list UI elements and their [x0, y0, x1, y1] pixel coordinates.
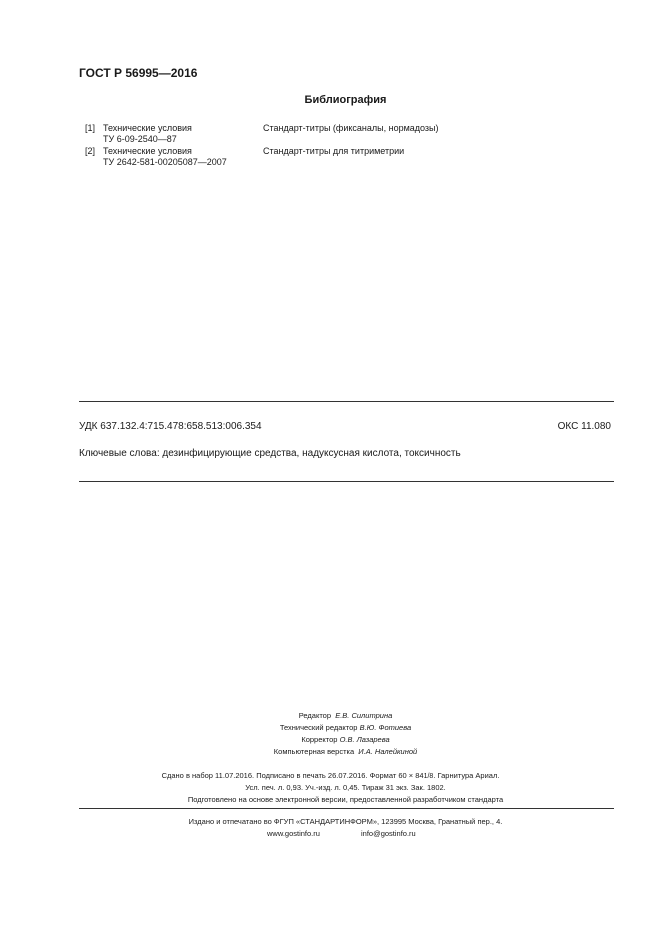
divider-imprint: [79, 808, 614, 809]
ref-description: Стандарт-титры (фиксаналы, нормадозы): [263, 123, 439, 133]
publisher-line: Издано и отпечатано во ФГУП «СТАНДАРТИНФОРМ», 123995 Москва, Гранатный пер., 4.: [188, 817, 503, 826]
document-header: ГОСТ Р 56995—2016: [79, 66, 198, 80]
print-info-line2: Усл. печ. л. 0,93. Уч.-изд. л. 0,45. Тираж 31 экз. Зак. 1802.: [245, 783, 446, 792]
ref-code: ТУ 2642-581-00205087—2007: [103, 157, 227, 167]
ref-code: ТУ 6-09-2540—87: [103, 134, 177, 144]
publisher-email[interactable]: info@gostinfo.ru: [361, 829, 416, 838]
format-fraction: 1/8: [423, 773, 434, 780]
print-info-line3: Подготовлено на основе электронной версии, предоставленной разработчиком стандарта: [187, 795, 504, 804]
bibliography-title: Библиография: [304, 94, 387, 106]
credit-layout: Компьютерная верстка И.А. Налейкиной: [273, 747, 418, 756]
publisher-website[interactable]: www.gostinfo.ru: [267, 829, 320, 838]
ref-type: Технические условия: [103, 123, 192, 133]
keywords: Ключевые слова: дезинфицирующие средства, надуксусная кислота, токсичность: [79, 448, 461, 459]
divider-bottom: [79, 481, 614, 482]
print-info-line1: Сдано в набор 11.07.2016. Подписано в печать 26.07.2016. Формат 60 × 841/8. Гарнитура Ариал.: [161, 771, 500, 780]
credit-corrector: Корректор О.В. Лазарева: [301, 735, 390, 744]
udk-code: УДК 637.132.4:715.478:658.513:006.354: [79, 421, 262, 432]
ref-number: [2]: [85, 146, 96, 156]
oks-code: ОКС 11.080: [557, 421, 611, 432]
ref-type: Технические условия: [103, 146, 192, 156]
ref-number: [1]: [85, 123, 96, 133]
divider-top: [79, 401, 614, 402]
credit-editor: Редактор Е.В. Силитрина: [298, 711, 393, 720]
credit-tech-editor: Технический редактор В.Ю. Фотиева: [279, 723, 412, 732]
ref-description: Стандарт-титры для титриметрии: [263, 146, 405, 156]
